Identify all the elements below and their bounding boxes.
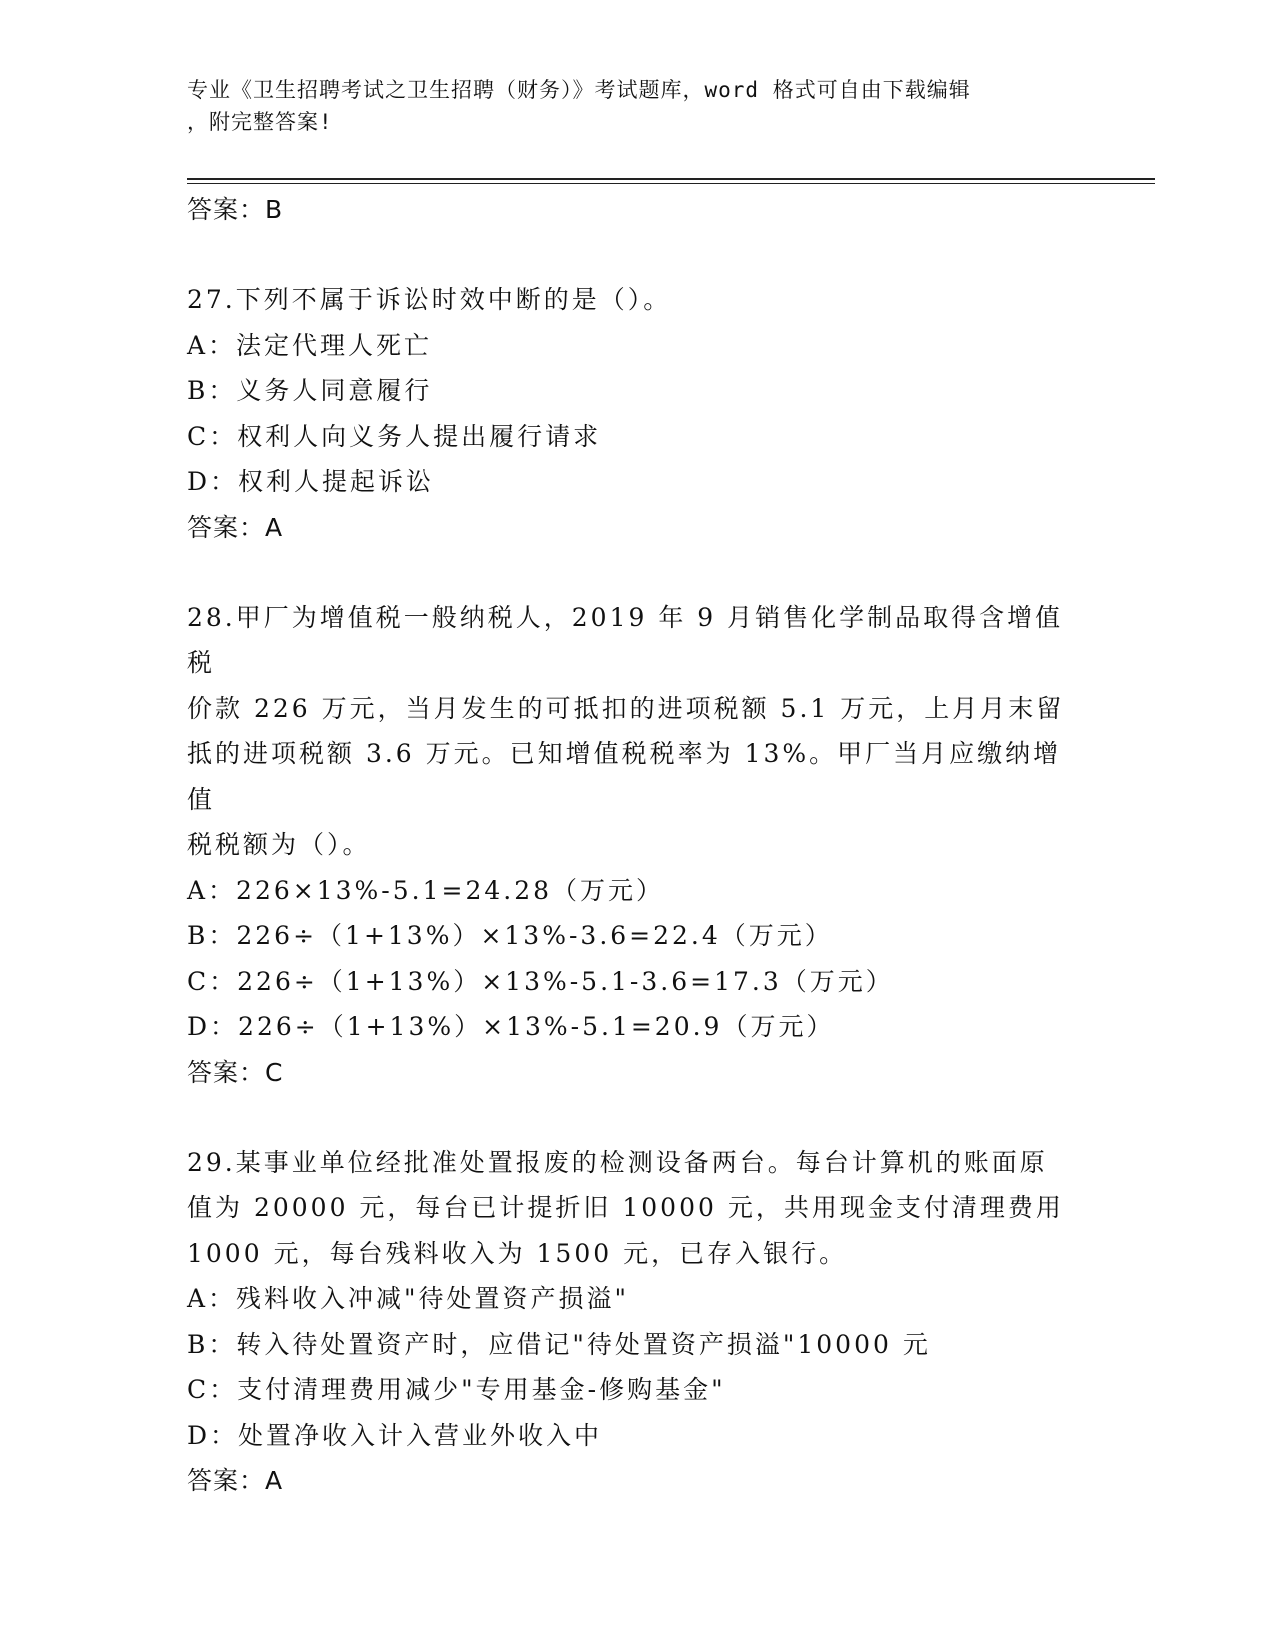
option-a: A：法定代理人死亡: [187, 330, 433, 360]
question-text: 1000 元，每台残料收入为 1500 元，已存入银行。: [187, 1238, 848, 1268]
document-body: [187, 187, 1087, 1503]
answer-label: 答案：B: [187, 195, 284, 224]
question-text: 29.某事业单位经批准处置报废的检测设备两台。每台计算机的账面原: [187, 1147, 1048, 1177]
question-text: 税税额为（）。: [187, 830, 371, 859]
answer-label: 答案：C: [187, 1057, 284, 1087]
option-a: A：残料收入冲减"待处置资产损溢": [187, 1284, 630, 1313]
question-text: 价款 226 万元，当月发生的可抵扣的进项税额 5.1 万元，上月月末留: [187, 693, 1065, 723]
spacer: [187, 550, 1087, 595]
header-line-2: ，附完整答案!: [187, 110, 333, 134]
option-a: A：226×13%-5.1=24.28（万元）: [187, 875, 665, 905]
answer-label: 答案：A: [187, 1466, 284, 1495]
option-c: C：支付清理费用减少"专用基金-修购基金": [187, 1375, 726, 1404]
question-text: 抵的进项税额 3.6 万元。已知增值税税率为 13%。甲厂当月应缴纳增值: [187, 739, 1062, 814]
question-29: [187, 1140, 1087, 1504]
question-text: 27.下列不属于诉讼时效中断的是（）。: [187, 285, 672, 314]
question-text: 28.甲厂为增值税一般纳税人，2019 年 9 月销售化学制品取得含增值税: [187, 602, 1064, 677]
spacer: [187, 1095, 1087, 1140]
question-27: [187, 277, 1087, 550]
question-text: 值为 20000 元，每台已计提折旧 10000 元，共用现金支付清理费用: [187, 1193, 1064, 1222]
option-d: D：226÷（1+13%）×13%-5.1=20.9（万元）: [187, 1012, 835, 1041]
header-divider-thick: [187, 178, 1155, 180]
header-line-1: 专业《卫生招聘考试之卫生招聘（财务）》考试题库，word 格式可自由下载编辑: [187, 78, 971, 102]
option-c: C：权利人向义务人提出履行请求: [187, 421, 602, 451]
option-b: B：转入待处置资产时，应借记"待处置资产损溢"10000 元: [187, 1329, 931, 1359]
option-b: B：226÷（1+13%）×13%-3.6=22.4（万元）: [187, 921, 833, 950]
spacer: [187, 232, 1087, 277]
answer-label: 答案：A: [187, 512, 284, 542]
page-header: [187, 74, 1067, 138]
question-28: [187, 595, 1087, 1095]
option-b: B：义务人同意履行: [187, 376, 433, 405]
option-c: C：226÷（1+13%）×13%-5.1-3.6=17.3（万元）: [187, 966, 894, 996]
header-divider-thin: [187, 183, 1155, 184]
option-d: D：处置净收入计入营业外收入中: [187, 1420, 603, 1450]
option-d: D：权利人提起诉讼: [187, 467, 435, 496]
